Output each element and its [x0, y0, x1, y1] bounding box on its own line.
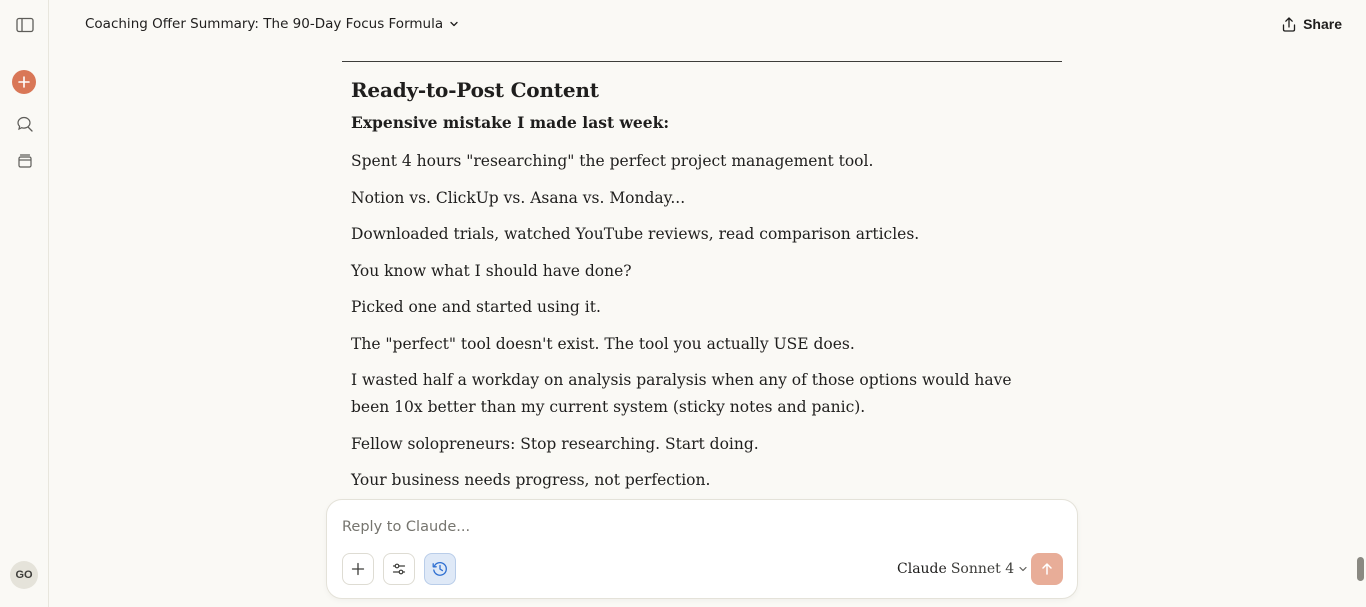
reply-composer	[326, 499, 1078, 599]
avatar[interactable]: GO	[10, 561, 38, 589]
paragraph: Spent 4 hours "researching" the perfect project management tool.	[351, 152, 874, 170]
chevron-down-icon	[1018, 564, 1028, 574]
section-heading: Ready-to-Post Content	[351, 78, 599, 102]
scrollbar-thumb[interactable]	[1357, 557, 1364, 581]
add-attachment-button[interactable]	[342, 553, 374, 585]
plus-icon	[18, 76, 30, 88]
plus-icon	[351, 562, 365, 576]
extended-thinking-button[interactable]	[424, 553, 456, 585]
paragraph: Downloaded trials, watched YouTube reviews, read comparison articles.	[351, 225, 920, 243]
new-chat-button[interactable]	[12, 70, 36, 94]
chat-title-dropdown[interactable]	[85, 14, 459, 34]
divider	[342, 61, 1062, 62]
post-hook: Expensive mistake I made last week:	[351, 113, 670, 132]
model-name: Sonnet 4	[950, 561, 1015, 577]
tools-settings-button[interactable]	[383, 553, 415, 585]
model-selector[interactable]	[897, 558, 1028, 580]
paragraph: Notion vs. ClickUp vs. Asana vs. Monday...	[351, 188, 686, 207]
paragraph: I wasted half a workday on analysis paralysis when any of those options would have been 10x better than my current system (sticky notes and panic).	[351, 371, 1012, 416]
chat-search-icon[interactable]	[12, 111, 37, 136]
page-title: Coaching Offer Summary: The 90-Day Focus Formula	[85, 16, 444, 32]
sidebar-toggle-icon[interactable]	[12, 12, 37, 37]
share-label: Share	[1303, 16, 1342, 32]
sliders-icon	[392, 562, 406, 576]
chevron-down-icon	[449, 19, 459, 29]
share-icon	[1282, 17, 1296, 32]
reply-input[interactable]	[342, 516, 1042, 538]
clock-icon	[431, 560, 449, 578]
share-button[interactable]	[1282, 14, 1342, 34]
archive-icon[interactable]	[12, 148, 37, 173]
message-content	[351, 76, 1051, 504]
model-brand: Claude	[897, 561, 947, 577]
paragraph: The "perfect" tool doesn't exist. The tool you actually USE does.	[351, 334, 855, 353]
arrow-up-icon	[1040, 562, 1054, 576]
paragraph: You know what I should have done?	[351, 261, 632, 280]
paragraph: Picked one and started using it.	[351, 298, 601, 316]
send-button[interactable]	[1031, 553, 1063, 585]
paragraph: Your business needs progress, not perfection.	[351, 471, 711, 489]
left-rail	[0, 0, 49, 607]
paragraph: Fellow solopreneurs: Stop researching. Start doing.	[351, 434, 759, 453]
